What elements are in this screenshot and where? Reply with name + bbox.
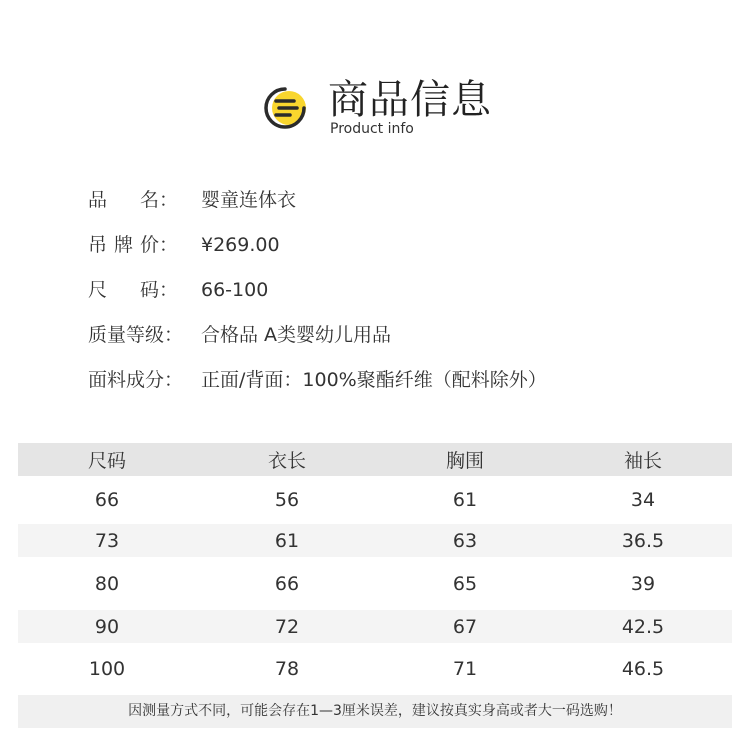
table-header-cell: 袖长 <box>623 450 662 472</box>
table-cell: 100 <box>88 658 126 680</box>
table-cell: 73 <box>94 529 120 552</box>
table-header-cell: 胸围 <box>445 450 484 472</box>
table-cell: 42.5 <box>621 615 665 638</box>
table-cell: 71 <box>452 658 478 680</box>
info-label: 面料成分： <box>88 369 184 391</box>
info-label: 品 名： <box>88 189 178 211</box>
info-value: 合格品 A类婴幼儿用品 <box>201 324 392 346</box>
table-cell: 78 <box>274 658 300 680</box>
info-value: 66-100 <box>201 279 269 301</box>
table-row <box>18 610 732 643</box>
info-label: 吊 牌 价： <box>88 234 178 256</box>
table-cell: 90 <box>94 615 120 638</box>
table-cell: 61 <box>274 529 300 552</box>
table-row <box>18 476 732 524</box>
table-cell: 61 <box>452 489 478 511</box>
table-cell: 65 <box>452 572 478 595</box>
info-value: 婴童连体衣 <box>201 189 297 211</box>
table-cell: 39 <box>630 572 656 595</box>
info-value: ¥269.00 <box>201 234 280 256</box>
table-cell: 56 <box>274 489 300 511</box>
measurement-note: 因测量方式不同，可能会存在1—3厘米误差，建议按真实身高或者大一码选购！ <box>18 695 732 728</box>
size-table <box>18 443 732 695</box>
document-list-icon <box>263 82 313 132</box>
info-value: 正面/背面：100%聚酯纤维（配料除外） <box>201 369 547 391</box>
table-cell: 80 <box>94 572 120 595</box>
table-cell: 46.5 <box>621 658 665 680</box>
table-cell: 72 <box>274 615 300 638</box>
info-row-price <box>88 231 728 276</box>
table-header-cell: 尺码 <box>87 450 126 472</box>
table-row <box>18 643 732 695</box>
page-title: 商品信息 <box>328 77 492 123</box>
info-row-quality <box>88 321 728 366</box>
table-cell: 63 <box>452 529 478 552</box>
table-cell: 67 <box>452 615 478 638</box>
table-header-row <box>18 443 732 476</box>
header <box>0 0 750 150</box>
table-header-cell: 衣长 <box>267 450 306 472</box>
info-row-size <box>88 276 728 321</box>
info-row-fabric <box>88 366 728 411</box>
page-subtitle: Product info <box>330 121 414 137</box>
table-cell: 66 <box>274 572 300 595</box>
table-row <box>18 557 732 610</box>
table-row <box>18 524 732 557</box>
table-cell: 66 <box>94 489 120 511</box>
table-cell: 34 <box>630 489 656 511</box>
product-info-list <box>88 186 728 411</box>
info-label: 尺 码： <box>88 279 178 301</box>
info-row-name <box>88 186 728 231</box>
table-cell: 36.5 <box>621 529 665 552</box>
info-label: 质量等级： <box>88 324 184 346</box>
